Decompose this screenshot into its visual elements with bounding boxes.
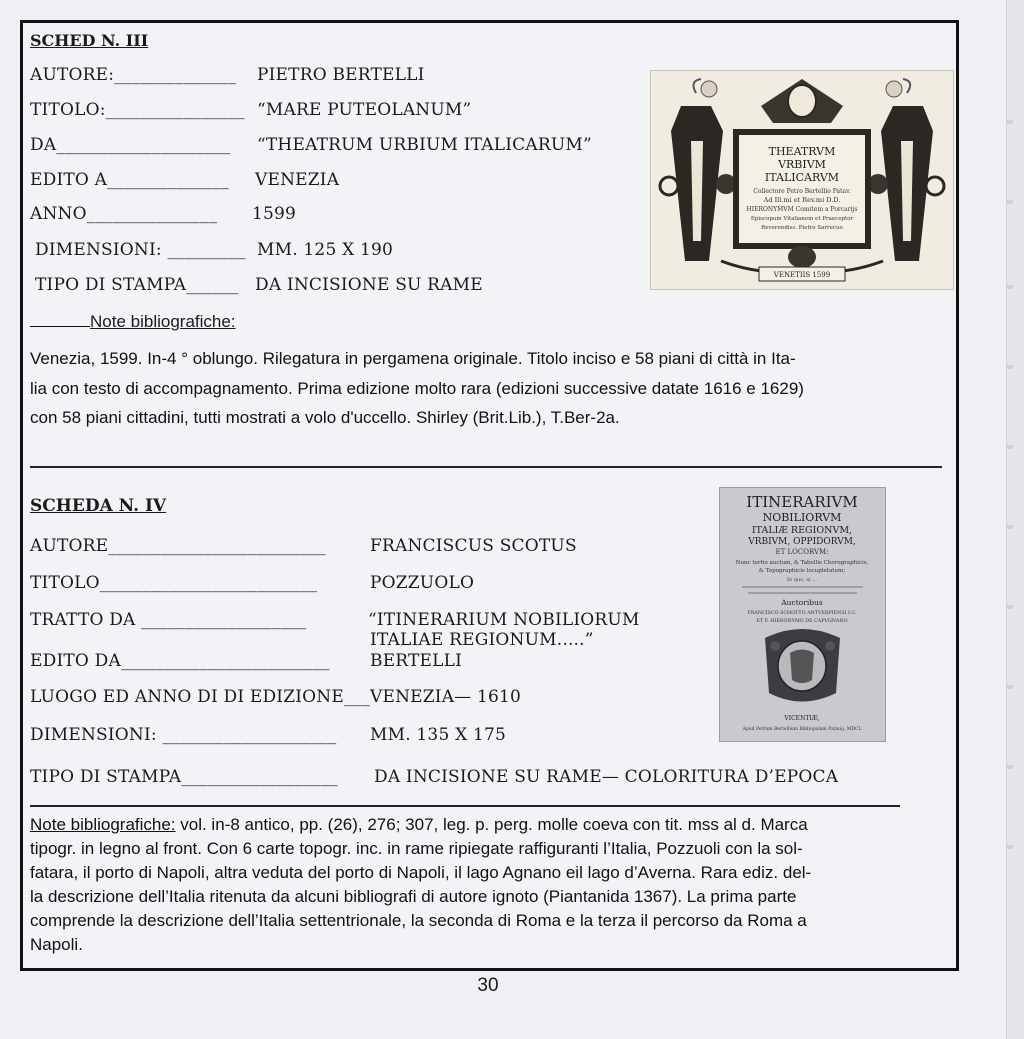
page-number: 30 bbox=[477, 975, 499, 996]
scheda3-edito-label: EDITO A______________ bbox=[30, 170, 229, 190]
scheda4-tratto-value-cont: ITALIAE REGIONUM.....” bbox=[370, 630, 594, 650]
scheda4-dim-value: MM. 135 X 175 bbox=[370, 725, 507, 745]
scheda4-titolo-label: TITOLO_________________________ bbox=[30, 573, 318, 593]
scheda4-edito-label: EDITO DA________________________ bbox=[30, 651, 330, 671]
title-page-line: FRANCISCO SCHOTTO ANTVERPIENSI I.C. bbox=[747, 611, 857, 616]
title-page-line: Auctoribus bbox=[781, 598, 823, 607]
scheda3-tipo-label: TIPO DI STAMPA______ bbox=[35, 275, 239, 295]
scheda3-note-heading: Note bibliografiche: bbox=[30, 312, 236, 332]
scheda4-note-line: tipogr. in legno al front. Con 6 carte topogr. inc. in rame ripiegate raffiguranti l’Italia, Pozzuoli con la sol- bbox=[30, 839, 803, 858]
section-divider bbox=[30, 466, 942, 468]
scheda4-luogo-value: VENEZIA— 1610 bbox=[370, 687, 522, 707]
scheda4-autore-label: AUTORE_________________________ bbox=[30, 536, 326, 556]
scheda3-frontispiece-image bbox=[650, 70, 954, 290]
scheda4-tipo-value: DA INCISIONE SU RAME— COLORITURA D’EPOCA bbox=[374, 767, 839, 787]
engraving-title-line: ITALICARVM bbox=[764, 171, 840, 184]
scheda3-titolo-label: TITOLO:________________ bbox=[30, 100, 245, 120]
scheda3-tipo-value: DA INCISIONE SU RAME bbox=[255, 275, 483, 295]
scheda4-tipo-label: TIPO DI STAMPA__________________ bbox=[30, 767, 338, 787]
scheda4-tratto-label: TRATTO DA ___________________ bbox=[30, 610, 307, 630]
scheda4-note-line: Napoli. bbox=[30, 935, 83, 954]
scheda4-autore-value: FRANCISCUS SCOTUS bbox=[370, 536, 577, 556]
title-page-line: NOBILIORVM bbox=[762, 511, 842, 524]
scheda3-note-line: con 58 piani cittadini, tutti mostrati a volo d'uccello. Shirley (Brit.Lib.), T.Ber-2a. bbox=[30, 408, 620, 427]
engraving-illustration bbox=[651, 71, 953, 289]
notes-divider bbox=[30, 805, 900, 807]
scheda4-edito-value: BERTELLI bbox=[370, 651, 463, 671]
scheda4-dim-label: DIMENSIONI: ____________________ bbox=[30, 725, 337, 745]
engraving-text-line: Reverendiss. Pietro Sarrecuo bbox=[761, 225, 843, 231]
scheda3-da-value: “THEATRUM URBIUM ITALICARUM” bbox=[257, 135, 592, 155]
title-page-line: ITINERARIVM bbox=[746, 493, 858, 511]
engraving-footer: VENETIIS 1599 bbox=[773, 271, 831, 279]
title-page-line: Apud Petrum Bertellium Bibliopolam Patauij. MDCL bbox=[742, 727, 862, 732]
scheda4-note-heading: Note bibliografiche: bbox=[30, 815, 176, 834]
scheda3-note-line: Venezia, 1599. In-4 ° oblungo. Rilegatura in pergamena originale. Titolo inciso e 58 piani di città in Ita- bbox=[30, 349, 796, 368]
scheda3-heading: SCHED N. III bbox=[30, 31, 149, 50]
title-page-line: VRBIVM, OPPIDORVM, bbox=[748, 537, 856, 547]
scheda3-dim-label: DIMENSIONI: _________ bbox=[35, 240, 246, 260]
scheda4-note-line: comprende la descrizione dell’Italia settentrionale, la seconda di Roma e la terza il percorso da Roma a bbox=[30, 911, 807, 930]
engraving-text-line: Episcopum Vitalianem et Praeceptor bbox=[750, 216, 854, 222]
title-page-line: ET LOCORVM: bbox=[775, 548, 829, 556]
title-page-line: ET F. HIERONYMO DE CAPVGNANO bbox=[756, 619, 848, 624]
page-edge bbox=[1006, 0, 1024, 1039]
title-page-line: ITALIÆ REGIONVM, bbox=[751, 525, 853, 536]
scheda4-title-page-image bbox=[719, 487, 886, 742]
title-page-line: Nunc tertio auctum, & Tabellis Chorographicis, bbox=[735, 560, 869, 566]
scheda4-titolo-value: POZZUOLO bbox=[370, 573, 475, 593]
engraving-text-line: Ad Ill.mi et Rev.mi D.D. bbox=[763, 196, 841, 204]
engraving-text-line: HIERONYMVM Comitem a Porcarijs bbox=[746, 206, 858, 213]
title-page-line: VICENTIÆ, bbox=[784, 715, 820, 722]
scheda3-dim-value: MM. 125 X 190 bbox=[257, 240, 394, 260]
scheda4-luogo-label: LUOGO ED ANNO DI DI EDIZIONE___ bbox=[30, 687, 371, 707]
scheda3-note-line: lia con testo di accompagnamento. Prima edizione molto rara (edizioni successive datate 1616 e 1629) bbox=[30, 379, 804, 398]
title-page-line: In quo, si ... bbox=[787, 577, 817, 583]
scheda3-titolo-value: “MARE PUTEOLANUM” bbox=[257, 100, 472, 120]
engraving-title-line: THEATRVM bbox=[768, 145, 836, 158]
scheda3-edito-value: VENEZIA bbox=[255, 170, 340, 190]
scheda4-heading: SCHEDA N. IV bbox=[30, 496, 167, 516]
title-page-line: & Topographicis locupletatum; bbox=[758, 568, 846, 574]
scheda3-anno-value: 1599 bbox=[252, 204, 297, 224]
scheda3-da-label: DA____________________ bbox=[30, 135, 231, 155]
engraving-title-line: VRBIVM bbox=[778, 158, 826, 171]
scheda3-autore-value: PIETRO BERTELLI bbox=[257, 65, 425, 85]
scheda3-autore-label: AUTORE:______________ bbox=[30, 65, 237, 85]
scheda4-note-first-line: Note bibliografiche: vol. in-8 antico, pp. (26), 276; 307, leg. p. perg. molle coeva con tit. mss al d. Marca bbox=[30, 815, 808, 834]
scheda4-note-line: fatara, il porto di Napoli, altra veduta del porto di Napoli, il lago Agnano eil lago d’Averna. Rara ediz. del- bbox=[30, 863, 812, 882]
scheda3-anno-label: ANNO_______________ bbox=[30, 204, 218, 224]
engraving-text-line: Collectore Petro Bertellio Patav. bbox=[753, 188, 851, 195]
title-page-illustration bbox=[720, 488, 885, 741]
scheda4-tratto-value: “ITINERARIUM NOBILIORUM bbox=[368, 610, 640, 630]
scheda4-note-line: la descrizione dell’Italia ritenuta da alcuni bibliografi di autore ignoto (Piantanida 1367). La prima parte bbox=[30, 887, 797, 906]
